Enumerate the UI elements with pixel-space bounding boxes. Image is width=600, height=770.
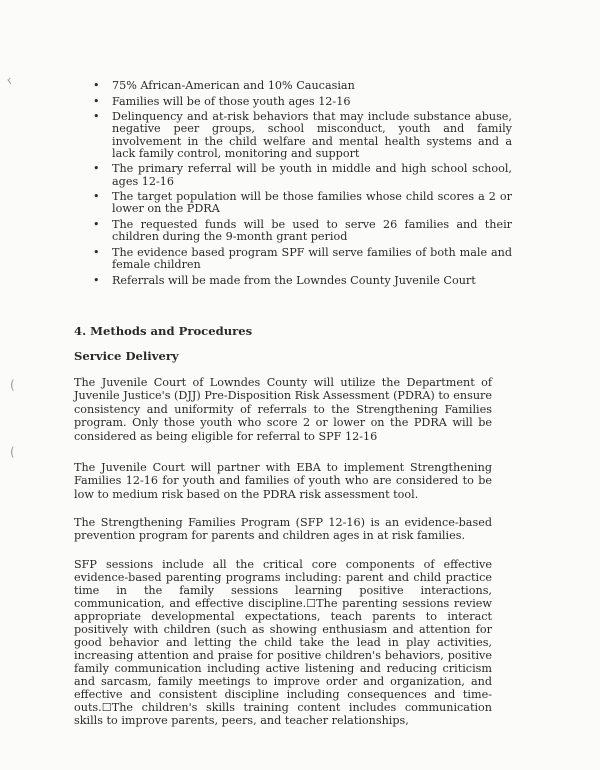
list-item	[92, 247, 512, 271]
list-item	[92, 96, 512, 108]
bullet-icon: •	[93, 273, 100, 287]
bullet-icon: •	[93, 217, 100, 231]
bullet-text: The target population will be those families whose child scores a 2 or lower on the PDRA	[112, 190, 512, 216]
margin-mark: (	[10, 445, 15, 459]
list-item	[92, 191, 512, 215]
bullet-text: 75% African-American and 10% Caucasian	[112, 79, 355, 92]
bullet-icon: •	[93, 79, 100, 92]
margin-mark: (	[10, 378, 15, 392]
bullet-icon: •	[93, 94, 100, 108]
list-item	[92, 111, 512, 160]
list-item	[92, 219, 512, 243]
bullet-text: The primary referral will be youth in middle and high school school, ages 12-16	[112, 162, 512, 188]
paragraph: The Strengthening Families Program (SFP 12-16) is an evidence-based prevention program for parents and children ages in at risk families.	[74, 516, 492, 543]
section-heading: 4. Methods and Procedures	[74, 324, 253, 338]
margin-mark: r	[5, 75, 15, 88]
list-item	[92, 275, 512, 287]
bullet-icon: •	[93, 162, 100, 176]
paragraph: The Juvenile Court of Lowndes County will utilize the Department of Juvenile Justice's (DJJ) Pre-Disposition Risk Assessment (PDRA) to ensure consistency and uniformity of referrals to the Strengthening Families program. Only those youth who score 2 or lower on the PDRA will be considered as being eligible for referral to SPF 12-16	[74, 376, 492, 443]
list-item	[92, 163, 512, 187]
bullet-icon: •	[93, 110, 100, 124]
bullet-icon: •	[93, 245, 100, 259]
bullet-text: The evidence based program SPF will serve families of both male and female children	[112, 245, 512, 271]
bullet-list	[92, 80, 512, 290]
subsection-heading: Service Delivery	[74, 349, 179, 363]
bullet-text: Delinquency and at-risk behaviors that may include substance abuse, negative peer groups, school misconduct, youth and family involvement in the child welfare and mental health systems and a lack family control, monitoring and support	[112, 110, 512, 160]
bullet-text: The requested funds will be used to serve 26 families and their children during the 9-month grant period	[112, 217, 512, 244]
list-item	[92, 80, 512, 92]
paragraph: The Juvenile Court will partner with EBA to implement Strengthening Families 12-16 for youth and families of youth who are considered to be low to medium risk based on the PDRA risk assessment tool.	[74, 461, 492, 501]
bullet-text: Referrals will be made from the Lowndes County Juvenile Court	[112, 273, 476, 287]
bullet-icon: •	[93, 190, 100, 204]
paragraph: SFP sessions include all the critical core components of effective evidence-based parenting programs including: parent and child practice time in the family sessions learning positive interactions, communication, and effective discipline.☐The parenting sessions review appropriate developmental expectations, teach parents to interact positively with children (such as showing enthusiasm and attention for good behavior and letting the child take the lead in play activities, increasing attention and praise for positive children's behaviors, positive family communication including active listening and reducing criticism and sarcasm, family meetings to improve order and organization, and effective and consistent discipline including consequences and time-outs.☐The children's skills training content includes communication skills to improve parents, peers, and teacher relationships,	[74, 558, 492, 727]
bullet-text: Families will be of those youth ages 12-16	[112, 94, 351, 108]
